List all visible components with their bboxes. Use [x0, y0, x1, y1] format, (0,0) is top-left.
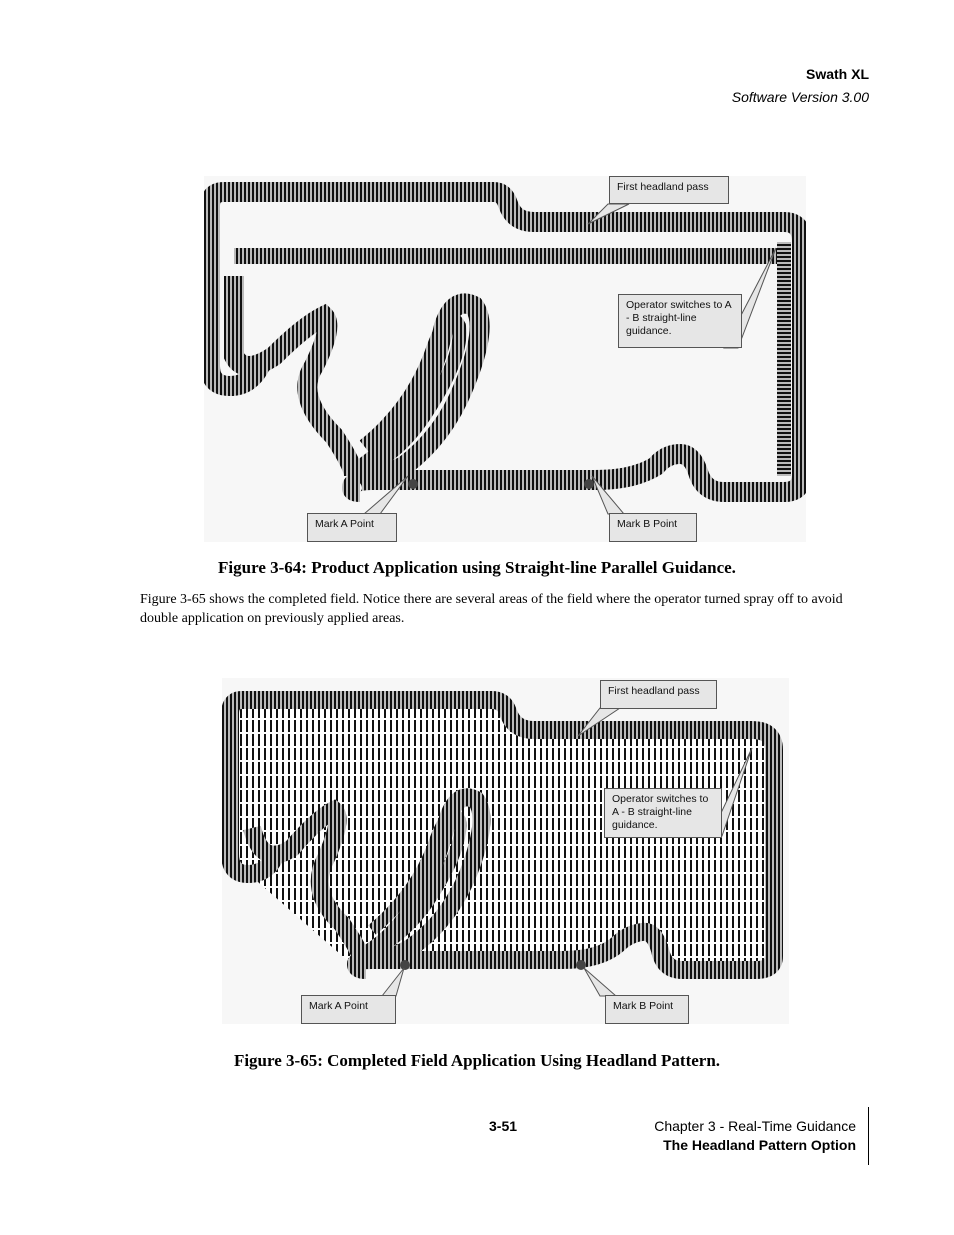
field-map-completed [222, 678, 789, 1024]
header-subtitle: Software Version 3.00 [731, 89, 869, 105]
header-title: Swath XL [805, 66, 869, 82]
body-paragraph: Figure 3-65 shows the completed field. Notice there are several areas of the field where the operator turned spray off to avoid double application on previously applied areas. [140, 592, 843, 626]
figure-3-64-caption: Figure 3-64: Product Application using Straight-line Parallel Guidance. [218, 558, 736, 577]
callout-mark-b-point: Mark B Point [605, 995, 689, 1024]
callout-operator-switches: Operator switches to A - B straight-line guidance. [604, 788, 722, 838]
mark-a-dot [400, 960, 410, 970]
callout-first-headland-pass: First headland pass [609, 176, 729, 204]
callout-mark-a-point: Mark A Point [307, 513, 397, 542]
callout-mark-a-point: Mark A Point [301, 995, 396, 1024]
footer-section: The Headland Pattern Option [663, 1137, 856, 1153]
figure-3-65 [222, 678, 789, 1024]
footer-divider [868, 1107, 869, 1165]
page-number: 3-51 [489, 1118, 518, 1134]
figure-3-65-caption: Figure 3-65: Completed Field Application Using Headland Pattern. [233, 1051, 721, 1070]
figure-3-64 [204, 176, 806, 542]
footer-chapter: Chapter 3 - Real-Time Guidance [654, 1118, 856, 1134]
callout-mark-b-point: Mark B Point [609, 513, 697, 542]
mark-a-dot [408, 479, 418, 489]
field-map-partial [204, 176, 806, 542]
callout-first-headland-pass: First headland pass [600, 680, 717, 709]
mark-b-dot [584, 479, 594, 489]
callout-operator-switches: Operator switches to A - B straight-line guidance. [618, 294, 742, 348]
